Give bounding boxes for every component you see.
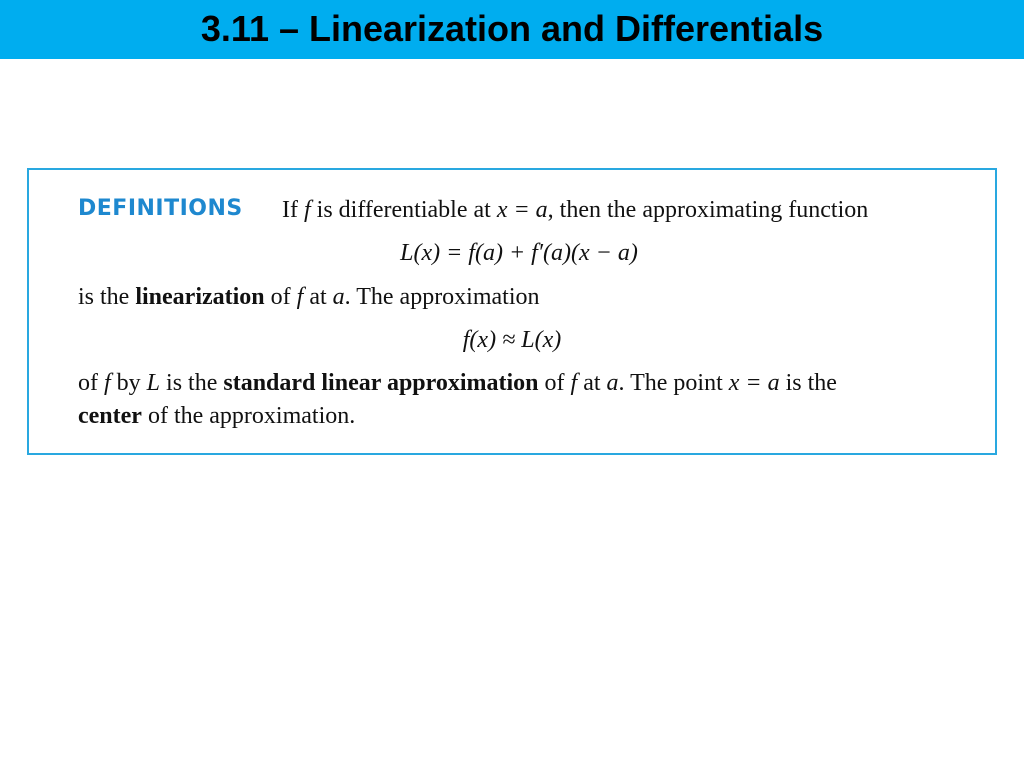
linearization-equation: L(x) = f(a) + f′(a)(x − a) [400,240,638,266]
definition-line-2: is the linearization of f at a. The approximation [78,284,540,310]
definition-heading: DEFINITIONS [78,196,243,221]
definition-line-4: center of the approximation. [78,403,356,429]
definition-line-3: of f by L is the standard linear approximation of f at a. The point x = a is the [78,370,837,396]
approximation-equation: f(x) ≈ L(x) [462,327,562,353]
slide-title: 3.11 – Linearization and Differentials [200,8,824,49]
definition-line-1: If f is differentiable at x = a, then the approximating function [282,197,869,223]
